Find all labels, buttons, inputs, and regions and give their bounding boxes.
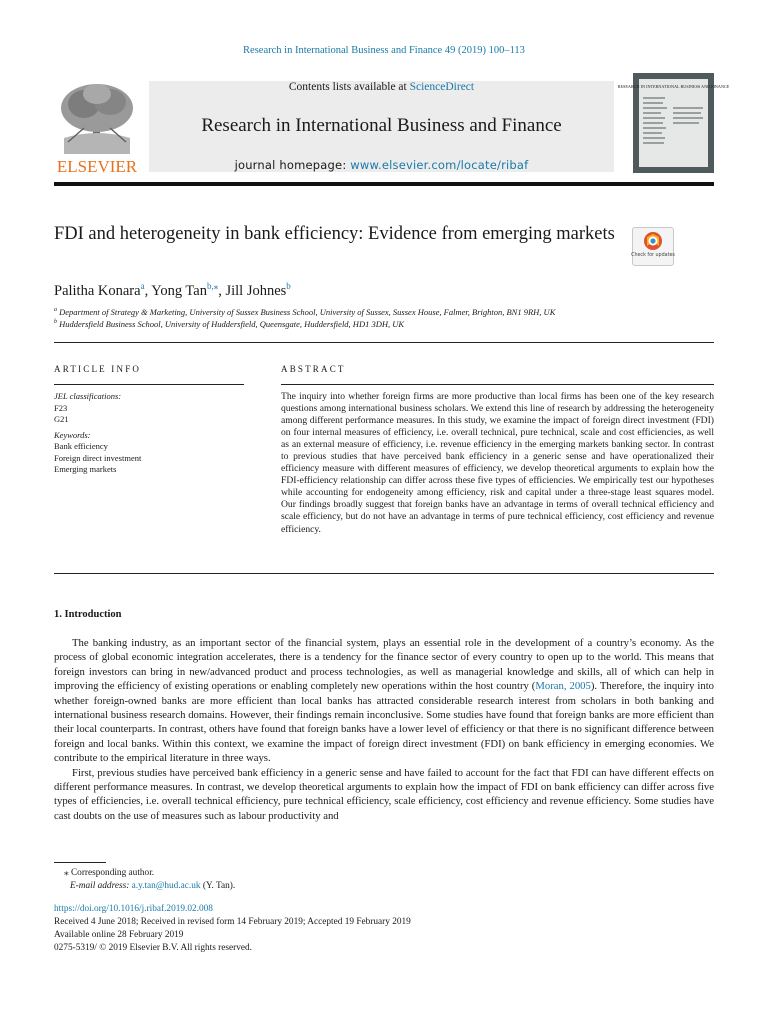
email-suffix: (Y. Tan).	[200, 881, 236, 891]
affiliation-text: Department of Strategy & Marketing, University of Sussex Business School, University of Sussex, Sussex House, Falmer, Brighton, BN1 9RH, UK	[59, 307, 556, 317]
introduction-body	[54, 636, 714, 823]
doi-link[interactable]: https://doi.org/10.1016/j.ribaf.2019.02.008	[54, 904, 213, 914]
journal-cover-thumbnail	[617, 73, 730, 173]
contents-prefix: Contents lists available at	[288, 81, 410, 93]
elsevier-tree-icon	[54, 78, 140, 174]
divider	[54, 573, 714, 574]
keywords-label: Keywords:	[54, 429, 91, 440]
jel-block	[54, 391, 141, 476]
affiliation-text: Huddersfield Business School, University of Huddersfield, Queensgate, Huddersfield, HD1 3DH, UK	[59, 319, 405, 329]
header-rule	[54, 182, 714, 186]
jel-label: JEL classifications:	[54, 391, 122, 401]
keyword: Emerging markets	[54, 464, 117, 474]
divider	[54, 342, 714, 343]
contents-line	[149, 81, 614, 93]
abstract-heading: ABSTRACT	[281, 364, 346, 374]
article-title: FDI and heterogeneity in bank efficiency: Evidence from emerging markets	[54, 224, 615, 244]
cover-title: RESEARCH IN INTERNATIONAL BUSINESS AND FINANCE	[617, 84, 730, 89]
paragraph: First, previous studies have perceived bank efficiency in a generic sense and have failed to account for the fact that FDI can have different effects on different performance measures. In contrast, we develop theoretical arguments to explain how the impact of FDI on bank efficiency can differ across five types of efficiencies, i.e. overall technical efficiency, pure technical efficiency, scale efficiency, cost efficiency and revenue efficiency. Some studies have cast doubts on the use of measures such as labour productivity and	[54, 766, 714, 822]
received-dates: Received 4 June 2018; Received in revised form 14 February 2019; Accepted 19 February 2019	[54, 917, 411, 927]
affiliation-marker: b	[54, 319, 57, 326]
article-info-heading: ARTICLE INFO	[54, 364, 142, 374]
sciencedirect-link[interactable]: ScienceDirect	[409, 81, 475, 93]
crossmark-icon	[644, 232, 662, 250]
abstract-text: The inquiry into whether foreign firms are more productive than local firms has been one of the key research questions among international business scholars. We extend this line of research by addressing the heterogeneity among different performance measures. In this study, we examine the impact of foreign direct investment (FDI) on four internal measures of efficiency, i.e. overall technical, pure technical, scale and cost efficiencies, as well as an external measure of efficiency, i.e. revenue efficiency in the emerging markets banking sector. In contrast to previous studies that have perceived bank efficiency in a generic sense and have operationalized their efficiency measure with different measures of efficiency, we develop theoretical arguments to explain how the FDI-efficiency relationship can differ across these five types of efficiencies. We empirically test our hypotheses while accounting for endogeneity among efficiency, risk and capital under a three-stage least squares model. Our findings broadly suggest that foreign banks have an advantage in terms of overall technical efficiency and scale efficiency, but do not have an advantage in terms of pure technical efficiency, cost efficiency and revenue efficiency.	[281, 391, 714, 535]
check-for-updates-button[interactable]	[632, 227, 674, 266]
paragraph-text: The banking industry, as an important sector of the financial system, plays an essential role in the development of a country’s economy. As the process of global economic integration accelerates, there is a tendency for the finance sector of every country to open up to the world. This means that foreign investors can bring in new/advanced product and process technologies, as well as managerial knowledge and skills, all of which can help in improving the efficiency of existing operations or enabling completely new operations within the host country (	[54, 637, 714, 693]
paragraph	[54, 636, 714, 766]
author-separator: ,	[144, 282, 152, 299]
paragraph-text: ). Therefore, the inquiry into whether foreign-owned banks are more efficient than local banks has attracted considerable research interest from scholars in both banking and international business research domains. However, their findings remain inconclusive. Some studies have found that foreign banks are more efficient than their local counterparts. In contrast, others have found that foreign banks have a lower level of efficiency or that there is no significant difference between foreign and local banks. Within this context, we examine the impact of foreign direct investment (FDI) on bank efficiency in emerging economies. We contribute to the empirical literature in three ways.	[54, 680, 715, 765]
abstract-rule	[281, 384, 714, 385]
author-list	[54, 281, 291, 300]
article-info-rule	[54, 384, 244, 385]
elsevier-wordmark: ELSEVIER	[56, 157, 138, 176]
affiliation	[54, 319, 404, 329]
crossmark-label: Check for updates	[631, 253, 675, 258]
author-name[interactable]: Yong Tan	[151, 282, 207, 299]
author-name[interactable]: Jill Johnes	[225, 282, 287, 299]
elsevier-logo	[54, 78, 140, 174]
keyword: Bank efficiency	[54, 441, 108, 451]
keyword: Foreign direct investment	[54, 452, 142, 463]
email-label: E-mail address:	[70, 881, 130, 891]
affiliation-marker: a	[54, 307, 57, 314]
journal-homepage-link[interactable]: www.elsevier.com/locate/ribaf	[350, 158, 529, 172]
copyright: 0275-5319/ © 2019 Elsevier B.V. All rights reserved.	[54, 943, 252, 953]
author-affil-marker[interactable]: b	[286, 281, 291, 291]
homepage-prefix: journal homepage:	[234, 158, 351, 172]
author-separator: ,	[218, 282, 226, 299]
author-affil-marker[interactable]: b,⁎	[206, 281, 219, 291]
corresponding-author-note: ⁎ Corresponding author.	[64, 868, 155, 878]
jel-code: F23	[54, 402, 68, 413]
homepage-line	[149, 158, 614, 172]
email-line	[70, 880, 235, 892]
affiliation	[54, 307, 555, 317]
citation-link[interactable]: Moran, 2005	[535, 680, 591, 693]
journal-citation-link[interactable]: Research in International Business and Finance 49 (2019) 100–113	[243, 45, 525, 56]
author-affil-marker[interactable]: a	[140, 281, 145, 291]
journal-name: Research in International Business and Finance	[201, 115, 562, 136]
jel-code: G21	[54, 414, 69, 424]
footnote-rule	[54, 862, 106, 863]
email-link[interactable]: a.y.tan@hud.ac.uk	[131, 881, 201, 891]
author-name[interactable]: Palitha Konara	[54, 282, 141, 299]
available-online: Available online 28 February 2019	[54, 930, 184, 940]
section-heading: 1. Introduction	[54, 609, 122, 620]
